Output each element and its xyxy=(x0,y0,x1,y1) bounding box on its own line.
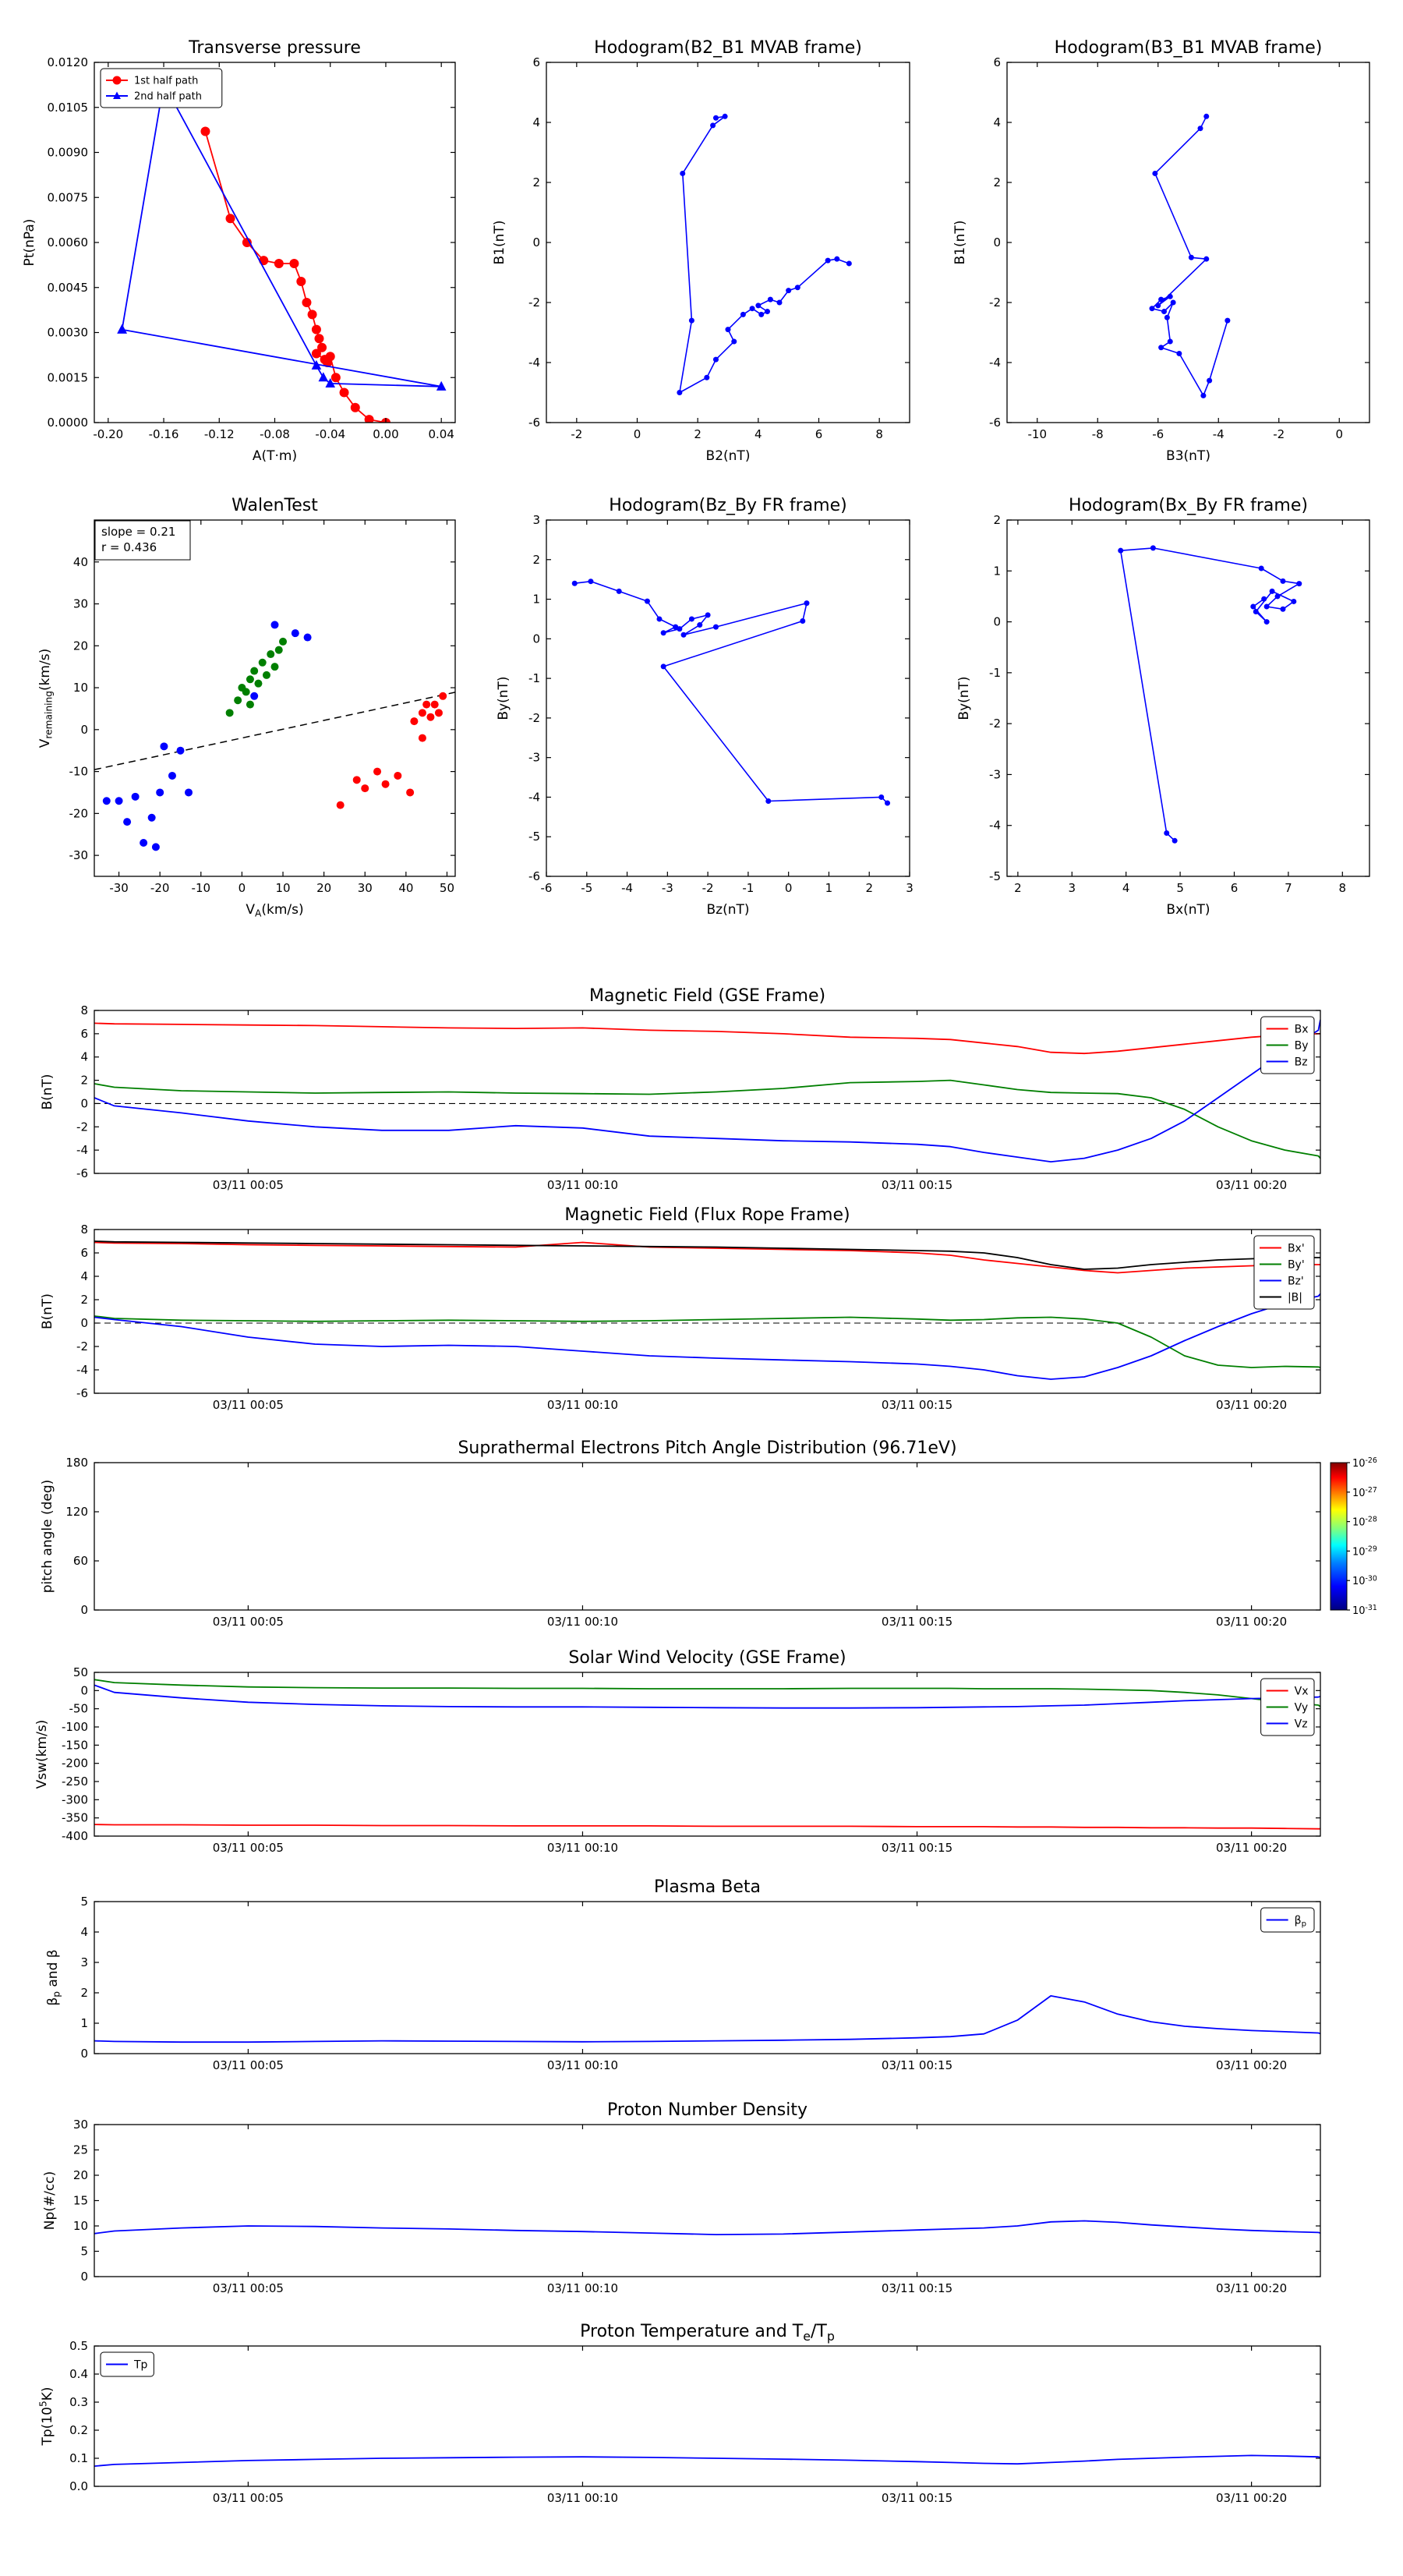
colorbar-tick-label: $10^{-30}$ xyxy=(1352,1574,1377,1588)
y-tick-label: -2 xyxy=(76,1339,88,1353)
x-tick-label: 8 xyxy=(1338,881,1347,895)
x-tick-label: -0.16 xyxy=(148,427,179,441)
x-tick-label: 4 xyxy=(1122,881,1130,895)
y-tick-label: 0.0060 xyxy=(47,235,88,249)
y-tick-label: 0 xyxy=(80,2270,88,2284)
y-tick-label: 0.0 xyxy=(69,2479,88,2493)
x-tick-label: 03/11 00:15 xyxy=(881,1841,953,1855)
x-tick-label: 4 xyxy=(755,427,762,441)
y-tick-label: -4 xyxy=(76,1143,88,1158)
legend xyxy=(1254,1236,1314,1309)
y-tick-label: -2 xyxy=(76,1120,88,1134)
chart-title: Suprathermal Electrons Pitch Angle Distribution (96.71eV) xyxy=(458,1438,957,1458)
chart-title: Hodogram(B2_B1 MVAB frame) xyxy=(594,38,862,58)
x-tick-label: 03/11 00:10 xyxy=(546,1841,619,1855)
y-tick-label: 0.0015 xyxy=(47,370,88,385)
y-tick-label: 0.3 xyxy=(69,2395,88,2409)
x-tick-label: -6 xyxy=(1152,427,1164,441)
x-tick-label: -30 xyxy=(109,881,129,895)
colorbar-tick-label: $10^{-29}$ xyxy=(1352,1545,1377,1559)
colorbar-tick-label: $10^{-26}$ xyxy=(1352,1456,1377,1470)
series-group xyxy=(94,1996,1320,2042)
chart-title: Magnetic Field (GSE Frame) xyxy=(588,986,826,1006)
y-tick-label: 0.0120 xyxy=(47,55,88,69)
x-axis-label: $V_A(km/s)$ xyxy=(246,902,304,919)
legend xyxy=(1261,1017,1314,1074)
y-tick-label: 3 xyxy=(532,513,540,527)
y-tick-label: 120 xyxy=(65,1505,88,1519)
y-tick-label: -4 xyxy=(989,356,1001,370)
x-tick-label: 03/11 00:05 xyxy=(212,1615,284,1629)
chart-proton-temperature xyxy=(38,2322,1321,2505)
series-group xyxy=(572,579,890,805)
y-axis-label: Np(#/cc) xyxy=(42,2171,58,2231)
colorbar xyxy=(1331,1456,1377,1617)
y-tick-label: -1 xyxy=(528,671,540,686)
x-tick-label: 03/11 00:20 xyxy=(1215,2058,1288,2072)
y-tick-label: 3 xyxy=(80,1955,88,1969)
x-tick-label: 50 xyxy=(439,881,455,895)
x-tick-label: 2 xyxy=(1014,881,1022,895)
y-tick-label: 0 xyxy=(532,632,540,646)
y-tick-label: 0 xyxy=(80,2047,88,2061)
x-tick-label: -2 xyxy=(571,427,583,441)
series-group xyxy=(94,1679,1320,1828)
y-axis-label: B(nT) xyxy=(40,1074,55,1110)
x-tick-label: -20 xyxy=(150,881,170,895)
chart-hodogram-bxby xyxy=(956,496,1369,918)
y-tick-label: -4 xyxy=(989,818,1001,833)
y-tick-label: 60 xyxy=(72,1554,88,1568)
chart-title: Proton Temperature and $T_e/T_p$ xyxy=(580,2322,835,2344)
legend xyxy=(1261,1679,1314,1736)
y-tick-label: 6 xyxy=(80,1026,88,1041)
x-tick-label: 03/11 00:15 xyxy=(881,2491,953,2505)
x-tick-label: 03/11 00:20 xyxy=(1215,1615,1288,1629)
y-tick-label: 0 xyxy=(80,1683,88,1698)
x-tick-label: 0 xyxy=(1335,427,1344,441)
x-axis-label: B3(nT) xyxy=(1166,448,1210,464)
x-tick-label: 30 xyxy=(357,881,373,895)
x-axis-label: Bz(nT) xyxy=(706,902,750,918)
y-tick-label: -6 xyxy=(989,416,1001,430)
y-axis-label: $\beta_p$ and β xyxy=(45,1949,62,2006)
y-tick-label: -300 xyxy=(61,1792,88,1807)
series-group xyxy=(94,2455,1320,2466)
legend-label: Bz' xyxy=(1287,1275,1304,1288)
x-tick-label: 03/11 00:05 xyxy=(212,1841,284,1855)
y-tick-label: 40 xyxy=(72,554,88,569)
x-tick-label: 2 xyxy=(694,427,702,441)
x-tick-label: 03/11 00:10 xyxy=(546,2058,619,2072)
x-tick-label: 03/11 00:10 xyxy=(546,2281,619,2295)
x-tick-label: 2 xyxy=(865,881,873,895)
y-tick-label: 0.0030 xyxy=(47,325,88,340)
x-tick-label: 03/11 00:05 xyxy=(212,2491,284,2505)
chart-title: Solar Wind Velocity (GSE Frame) xyxy=(568,1648,846,1668)
y-tick-label: -6 xyxy=(76,1166,88,1180)
y-tick-label: 10 xyxy=(72,2219,88,2233)
x-tick-label: 6 xyxy=(1230,881,1239,895)
y-tick-label: 30 xyxy=(72,596,88,611)
x-tick-label: 03/11 00:05 xyxy=(212,1178,284,1192)
x-tick-label: -8 xyxy=(1091,427,1104,441)
y-tick-label: 0 xyxy=(993,614,1001,629)
y-tick-label: 4 xyxy=(80,1049,88,1064)
y-tick-label: 4 xyxy=(80,1269,88,1283)
y-tick-label: 30 xyxy=(72,2118,88,2132)
y-tick-label: 25 xyxy=(72,2143,88,2157)
series-group xyxy=(94,621,455,851)
y-tick-label: -4 xyxy=(76,1363,88,1377)
series-group xyxy=(94,1020,1320,1162)
y-tick-label: -30 xyxy=(69,848,88,863)
x-tick-label: -1 xyxy=(742,881,755,895)
y-tick-label: -6 xyxy=(76,1386,88,1400)
x-tick-label: 03/11 00:15 xyxy=(881,1615,953,1629)
x-tick-label: 03/11 00:20 xyxy=(1215,2491,1288,2505)
x-tick-label: -0.08 xyxy=(260,427,290,441)
chart-b-gse xyxy=(40,986,1320,1192)
y-axis-label: Vsw(km/s) xyxy=(34,1719,50,1789)
x-tick-label: 10 xyxy=(275,881,291,895)
x-tick-label: 03/11 00:20 xyxy=(1215,1398,1288,1412)
x-tick-label: 03/11 00:20 xyxy=(1215,2281,1288,2295)
legend xyxy=(101,69,222,108)
chart-walen-test xyxy=(37,496,455,919)
y-tick-label: 2 xyxy=(80,1986,88,2000)
y-tick-label: 0 xyxy=(532,235,540,249)
y-tick-label: 180 xyxy=(65,1456,88,1470)
series-group xyxy=(1150,114,1231,398)
colorbar-tick-label: $10^{-31}$ xyxy=(1352,1604,1377,1617)
x-tick-label: 03/11 00:15 xyxy=(881,2058,953,2072)
y-axis-label: pitch angle (deg) xyxy=(40,1479,55,1594)
chart-proton-density xyxy=(42,2100,1320,2295)
x-tick-label: 03/11 00:15 xyxy=(881,1178,953,1192)
legend-label: 2nd half path xyxy=(134,90,202,103)
chart-title: Hodogram(Bz_By FR frame) xyxy=(609,496,847,515)
y-tick-label: -150 xyxy=(61,1738,88,1753)
y-tick-label: 6 xyxy=(80,1246,88,1260)
y-tick-label: -400 xyxy=(61,1829,88,1843)
y-tick-label: -6 xyxy=(528,416,540,430)
y-tick-label: 10 xyxy=(72,681,88,695)
x-tick-label: -10 xyxy=(191,881,211,895)
x-tick-label: -4 xyxy=(1212,427,1225,441)
x-tick-label: 8 xyxy=(875,427,883,441)
x-tick-label: -2 xyxy=(1273,427,1285,441)
y-tick-label: 4 xyxy=(532,115,540,129)
chart-transverse-pressure xyxy=(22,38,455,464)
x-tick-label: 3 xyxy=(1068,881,1076,895)
y-axis-label: B1(nT) xyxy=(492,220,507,265)
y-tick-label: -4 xyxy=(528,356,540,370)
x-tick-label: -4 xyxy=(621,881,634,895)
legend xyxy=(1261,1908,1314,1932)
y-tick-label: 8 xyxy=(80,1003,88,1017)
x-tick-label: 03/11 00:05 xyxy=(212,1398,284,1412)
y-tick-label: 6 xyxy=(532,55,540,69)
chart-vsw-gse xyxy=(34,1648,1320,1855)
chart-electron-pad xyxy=(40,1438,1377,1629)
x-tick-label: 03/11 00:20 xyxy=(1215,1841,1288,1855)
x-tick-label: -6 xyxy=(540,881,553,895)
x-tick-label: 6 xyxy=(815,427,823,441)
legend-label: Bx' xyxy=(1287,1242,1305,1255)
legend-label: By xyxy=(1294,1039,1309,1053)
x-tick-label: 03/11 00:10 xyxy=(546,1615,619,1629)
y-tick-label: -5 xyxy=(989,869,1001,883)
x-tick-label: 0 xyxy=(633,427,641,441)
y-tick-label: 0.0075 xyxy=(47,190,88,205)
y-tick-label: 0.0090 xyxy=(47,145,88,160)
y-tick-label: -200 xyxy=(61,1756,88,1771)
y-tick-label: 50 xyxy=(72,1665,88,1679)
x-tick-label: 03/11 00:15 xyxy=(881,1398,953,1412)
annotation-line: r = 0.436 xyxy=(101,540,157,554)
y-tick-label: -250 xyxy=(61,1775,88,1789)
x-tick-label: -10 xyxy=(1027,427,1047,441)
x-tick-label: 0.04 xyxy=(428,427,454,441)
chart-title: Hodogram(B3_B1 MVAB frame) xyxy=(1054,38,1323,58)
x-axis-label: Bx(nT) xyxy=(1166,902,1210,918)
y-tick-label: 1 xyxy=(80,2016,88,2030)
legend-label: $\beta_p$ xyxy=(1294,1914,1306,1929)
y-tick-label: -2 xyxy=(989,295,1001,310)
y-tick-label: 0 xyxy=(80,722,88,737)
chart-title: WalenTest xyxy=(231,496,318,515)
legend xyxy=(101,2352,154,2376)
y-tick-label: 20 xyxy=(72,2168,88,2182)
x-tick-label: -0.20 xyxy=(93,427,124,441)
legend-label: 1st half path xyxy=(134,75,199,87)
y-tick-label: -3 xyxy=(528,750,540,765)
x-tick-label: 20 xyxy=(316,881,332,895)
y-axis-label: B(nT) xyxy=(40,1293,55,1330)
legend-label: Vy xyxy=(1294,1701,1309,1714)
y-tick-label: -20 xyxy=(69,806,88,821)
y-tick-label: 0.0045 xyxy=(47,280,88,295)
x-tick-label: -0.12 xyxy=(203,427,235,441)
y-tick-label: -2 xyxy=(528,295,540,310)
x-tick-label: 0 xyxy=(238,881,246,895)
chart-hodogram-b3b1 xyxy=(952,38,1369,464)
annotation-line: slope = 0.21 xyxy=(101,525,176,539)
chart-b-fr xyxy=(40,1205,1320,1412)
x-axis-label: A(T·m) xyxy=(252,448,298,464)
y-tick-label: 2 xyxy=(993,513,1001,527)
chart-plasma-beta xyxy=(45,1877,1320,2072)
y-tick-label: 20 xyxy=(72,639,88,653)
y-tick-label: 5 xyxy=(80,1895,88,1909)
y-tick-label: -2 xyxy=(989,717,1001,731)
y-tick-label: -5 xyxy=(528,830,540,844)
y-tick-label: 15 xyxy=(72,2193,88,2208)
colorbar-tick-label: $10^{-28}$ xyxy=(1352,1515,1377,1529)
chart-title: Proton Number Density xyxy=(607,2100,808,2120)
y-axis-label: $Tp(10^5K)$ xyxy=(37,2387,55,2446)
y-tick-label: 0.2 xyxy=(69,2423,88,2437)
series-group xyxy=(117,75,446,427)
series-group xyxy=(1118,545,1302,843)
chart-title: Transverse pressure xyxy=(189,38,361,58)
x-tick-label: 03/11 00:10 xyxy=(546,1398,619,1412)
legend-label: |B| xyxy=(1287,1291,1303,1304)
x-tick-label: 0 xyxy=(784,881,793,895)
x-tick-label: 03/11 00:10 xyxy=(546,1178,619,1192)
y-tick-label: 0.5 xyxy=(69,2339,88,2353)
y-axis-label: Pt(nPa) xyxy=(22,218,37,267)
chart-title: Plasma Beta xyxy=(654,1877,761,1897)
legend-label: By' xyxy=(1287,1258,1305,1272)
y-tick-label: 0.1 xyxy=(69,2451,88,2465)
legend-label: Bz xyxy=(1294,1056,1308,1069)
x-tick-label: -2 xyxy=(702,881,714,895)
x-tick-label: 7 xyxy=(1285,881,1292,895)
y-tick-label: -6 xyxy=(528,869,540,883)
legend-label: Tp xyxy=(134,2358,148,2372)
y-tick-label: -3 xyxy=(989,767,1001,782)
y-tick-label: 0 xyxy=(80,1603,88,1617)
y-tick-label: -100 xyxy=(61,1720,88,1734)
y-tick-label: -4 xyxy=(528,790,540,805)
y-tick-label: 4 xyxy=(80,1925,88,1939)
y-tick-label: 5 xyxy=(80,2244,88,2259)
x-tick-label: 03/11 00:05 xyxy=(212,2058,284,2072)
y-tick-label: -10 xyxy=(69,764,88,779)
x-tick-label: 40 xyxy=(398,881,414,895)
colorbar-tick-label: $10^{-27}$ xyxy=(1352,1485,1377,1499)
x-axis-label: B2(nT) xyxy=(705,448,751,464)
y-axis-label: By(nT) xyxy=(496,676,511,720)
legend-label: Bx xyxy=(1294,1023,1309,1036)
y-tick-label: -50 xyxy=(69,1701,88,1716)
x-tick-label: 3 xyxy=(906,881,914,895)
x-tick-label: 1 xyxy=(825,881,833,895)
y-tick-label: 2 xyxy=(532,552,540,567)
y-axis-label: By(nT) xyxy=(956,676,972,720)
x-tick-label: 03/11 00:15 xyxy=(881,2281,953,2295)
x-tick-label: 03/11 00:10 xyxy=(546,2491,619,2505)
chart-hodogram-bzby xyxy=(496,496,914,918)
y-tick-label: -1 xyxy=(989,665,1001,680)
y-tick-label: 6 xyxy=(993,55,1001,69)
y-tick-label: 1 xyxy=(993,564,1001,579)
x-tick-label: 03/11 00:05 xyxy=(212,2281,284,2295)
y-tick-label: 2 xyxy=(80,1293,88,1307)
y-tick-label: 8 xyxy=(80,1223,88,1237)
y-axis-label: $V_{remaining}(km/s)$ xyxy=(37,648,55,748)
y-tick-label: 4 xyxy=(993,115,1001,129)
y-tick-label: 0.0000 xyxy=(47,416,88,430)
chart-title: Magnetic Field (Flux Rope Frame) xyxy=(564,1205,850,1225)
series-group xyxy=(677,114,851,395)
y-tick-label: 1 xyxy=(532,592,540,607)
y-tick-label: -2 xyxy=(528,710,540,725)
series-group xyxy=(94,1241,1320,1379)
y-tick-label: -350 xyxy=(61,1810,88,1825)
legend-label: Vz xyxy=(1294,1718,1308,1731)
y-tick-label: 2 xyxy=(532,175,540,189)
y-tick-label: 0 xyxy=(80,1316,88,1330)
x-tick-label: 03/11 00:20 xyxy=(1215,1178,1288,1192)
y-tick-label: 0.0105 xyxy=(47,100,88,115)
x-tick-label: -5 xyxy=(581,881,593,895)
x-tick-label: -0.04 xyxy=(315,427,346,441)
y-tick-label: 2 xyxy=(80,1073,88,1088)
y-axis-label: B1(nT) xyxy=(952,220,968,265)
annotation-box xyxy=(95,521,190,560)
y-tick-label: 2 xyxy=(993,175,1001,189)
chart-hodogram-b2b1 xyxy=(492,38,910,464)
y-tick-label: 0.4 xyxy=(69,2367,88,2381)
x-tick-label: -3 xyxy=(661,881,673,895)
chart-title: Hodogram(Bx_By FR frame) xyxy=(1069,496,1308,515)
x-tick-label: 5 xyxy=(1176,881,1184,895)
y-tick-label: 0 xyxy=(80,1096,88,1111)
y-tick-label: 0 xyxy=(993,235,1001,249)
x-tick-label: 0.00 xyxy=(373,427,399,441)
legend-label: Vx xyxy=(1294,1685,1309,1698)
series-group xyxy=(94,2221,1320,2235)
